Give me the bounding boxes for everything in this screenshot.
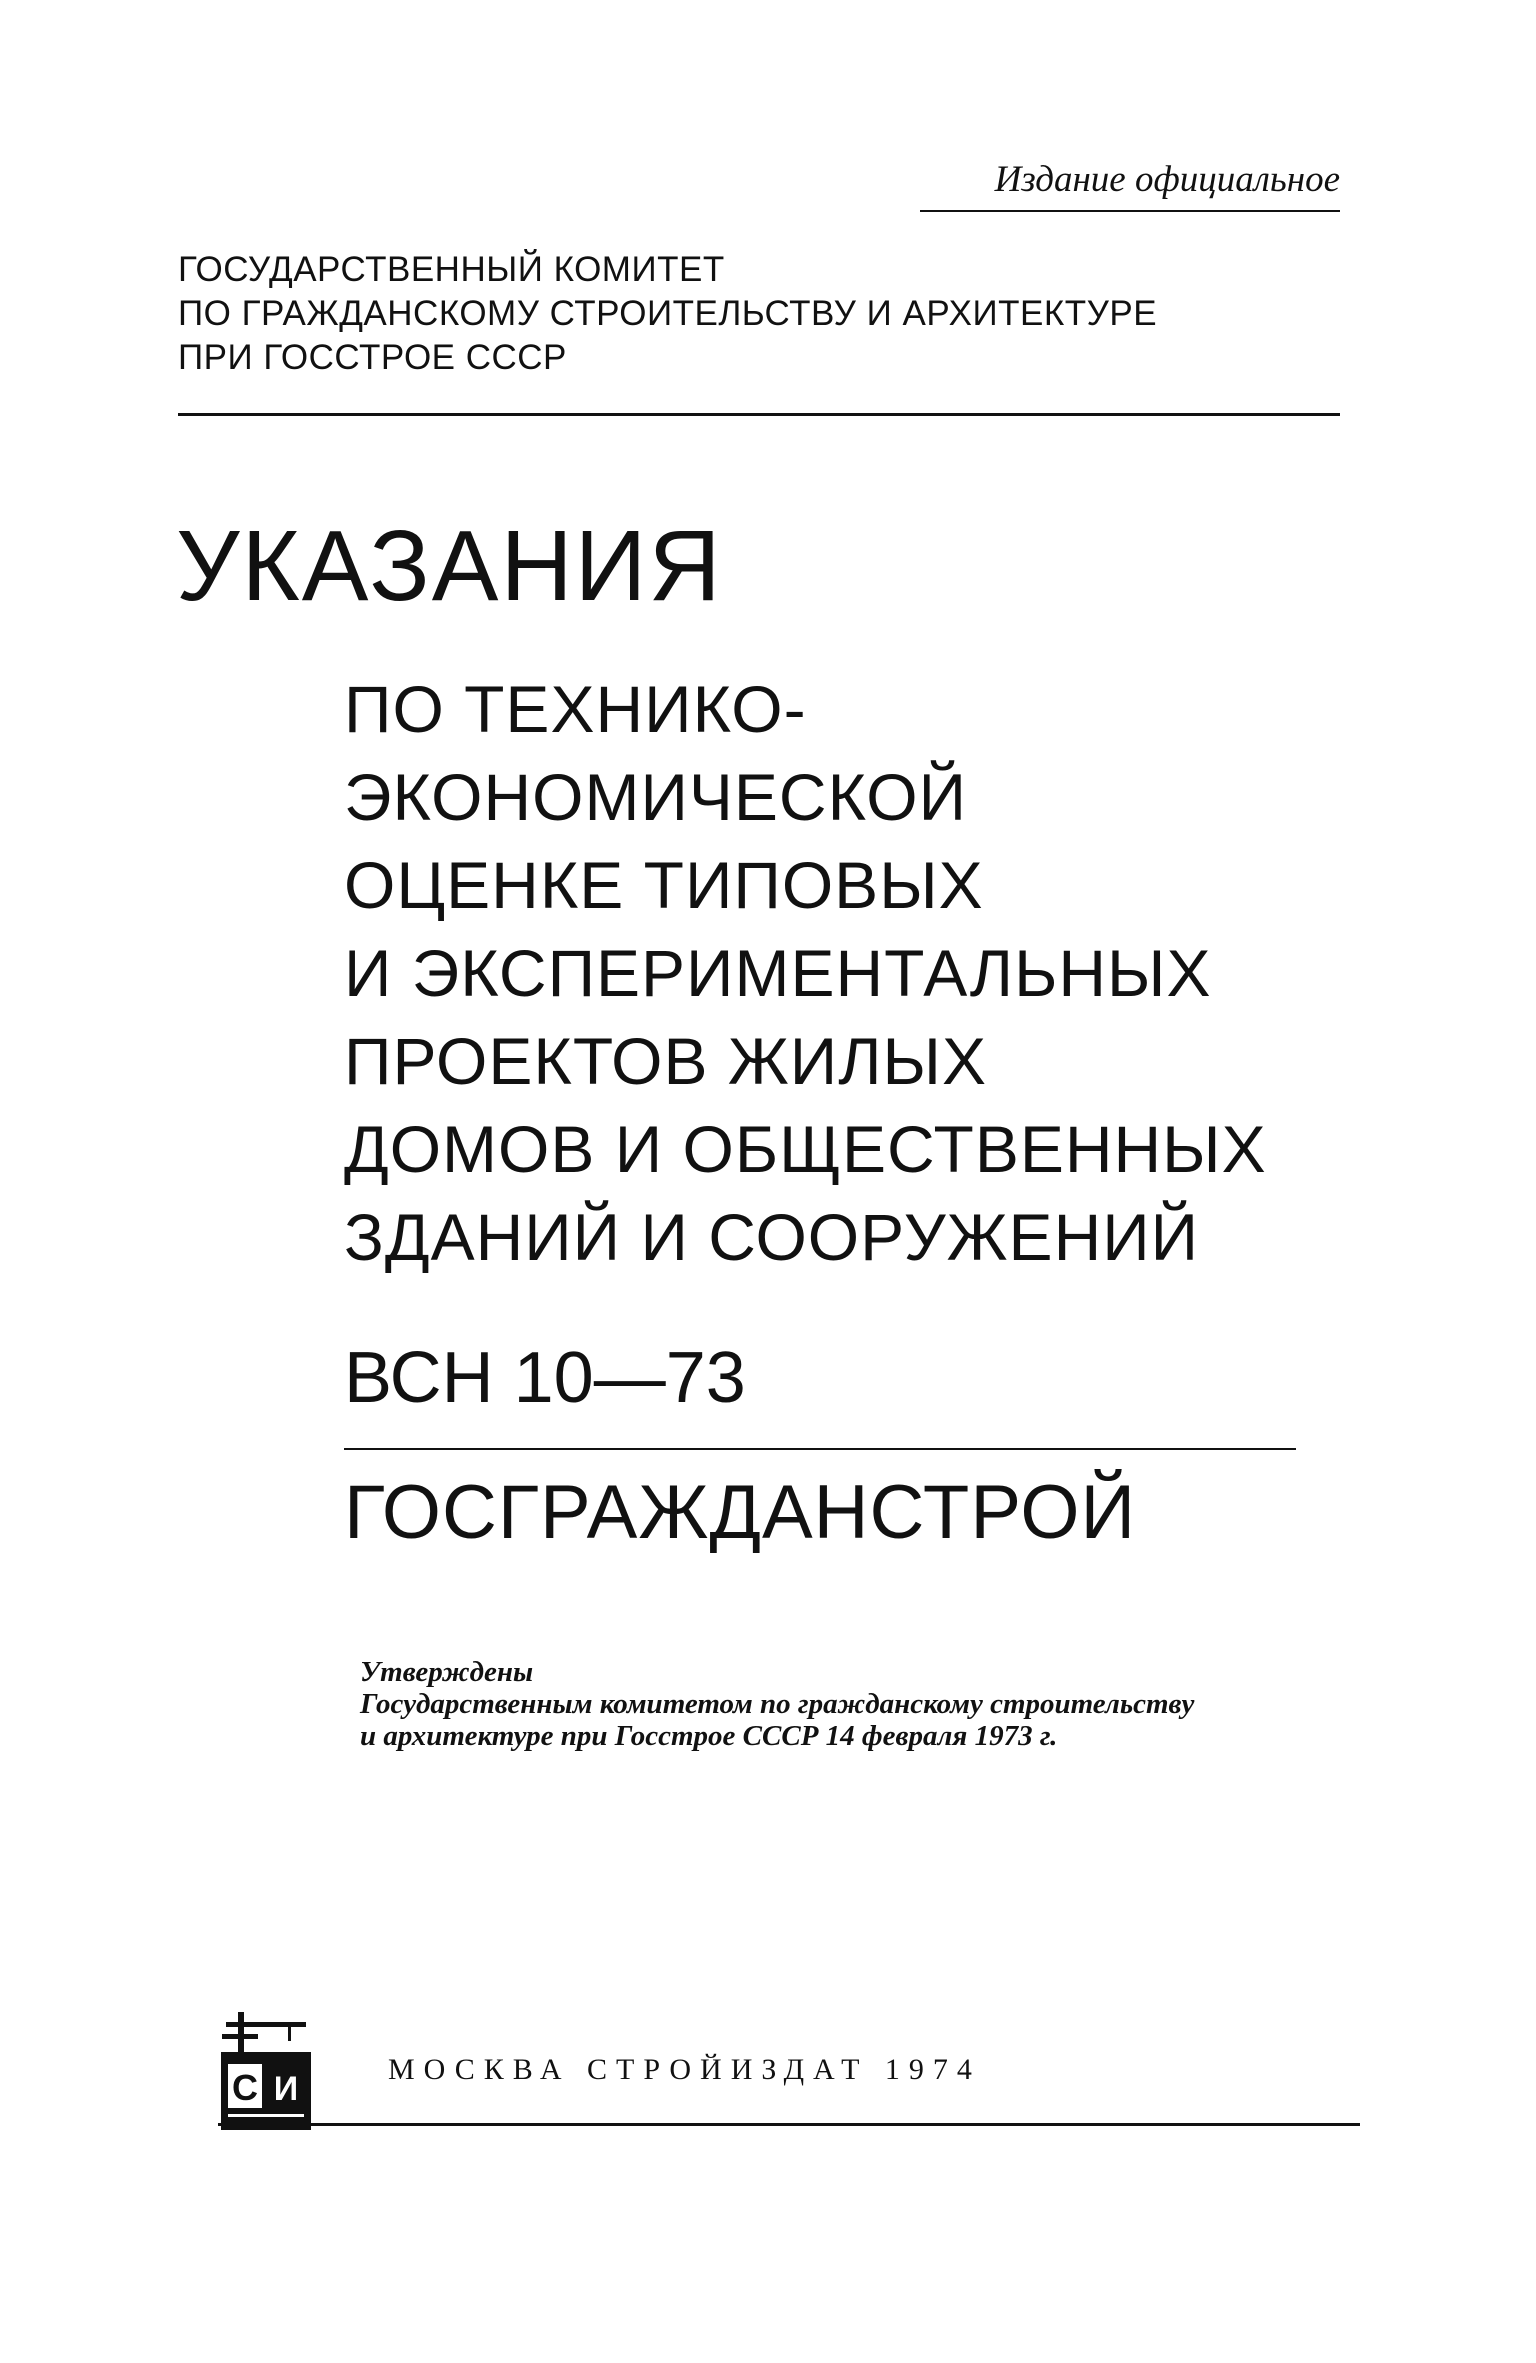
edition-divider	[920, 210, 1340, 212]
subtitle-line: ОЦЕНКЕ ТИПОВЫХ	[344, 848, 984, 922]
header-divider	[178, 413, 1340, 416]
document-title: УКАЗАНИЯ	[176, 510, 723, 622]
approval-line: Государственным комитетом по гражданскому строительству	[360, 1688, 1195, 1720]
approval-line: и архитектуре при Госстрое СССР 14 февраля 1973 г.	[360, 1720, 1058, 1752]
logo-letter: С	[232, 2067, 258, 2108]
code-divider	[344, 1448, 1296, 1450]
publisher-imprint: МОСКВА СТРОЙИЗДАТ 1974	[388, 2053, 981, 2086]
approval-line: Утверждены	[360, 1656, 534, 1688]
subtitle-line: ЭКОНОМИЧЕСКОЙ	[344, 760, 968, 834]
document-subtitle	[344, 665, 1267, 1281]
committee-header	[178, 248, 1157, 380]
subtitle-line: ПО ТЕХНИКО-	[344, 672, 807, 746]
subtitle-line: ДОМОВ И ОБЩЕСТВЕННЫХ	[344, 1112, 1267, 1186]
committee-line: ПО ГРАЖДАНСКОМУ СТРОИТЕЛЬСТВУ И АРХИТЕКТУРЕ	[178, 294, 1158, 333]
committee-line: ПРИ ГОССТРОЕ СССР	[178, 338, 567, 377]
logo-letter: И	[273, 2070, 299, 2108]
approval-note	[360, 1656, 1194, 1752]
edition-label: Издание официальное	[994, 159, 1340, 200]
subtitle-line: ПРОЕКТОВ ЖИЛЫХ	[344, 1024, 987, 1098]
footer-divider	[218, 2123, 1360, 2126]
agency-name: ГОСГРАЖДАНСТРОЙ	[344, 1470, 1137, 1555]
committee-line: ГОСУДАРСТВЕННЫЙ КОМИТЕТ	[178, 250, 725, 289]
publisher-logo-icon	[218, 2008, 314, 2132]
norm-code: ВСН 10—73	[344, 1338, 746, 1418]
subtitle-line: И ЭКСПЕРИМЕНТАЛЬНЫХ	[344, 936, 1212, 1010]
subtitle-line: ЗДАНИЙ И СООРУЖЕНИЙ	[344, 1200, 1200, 1274]
